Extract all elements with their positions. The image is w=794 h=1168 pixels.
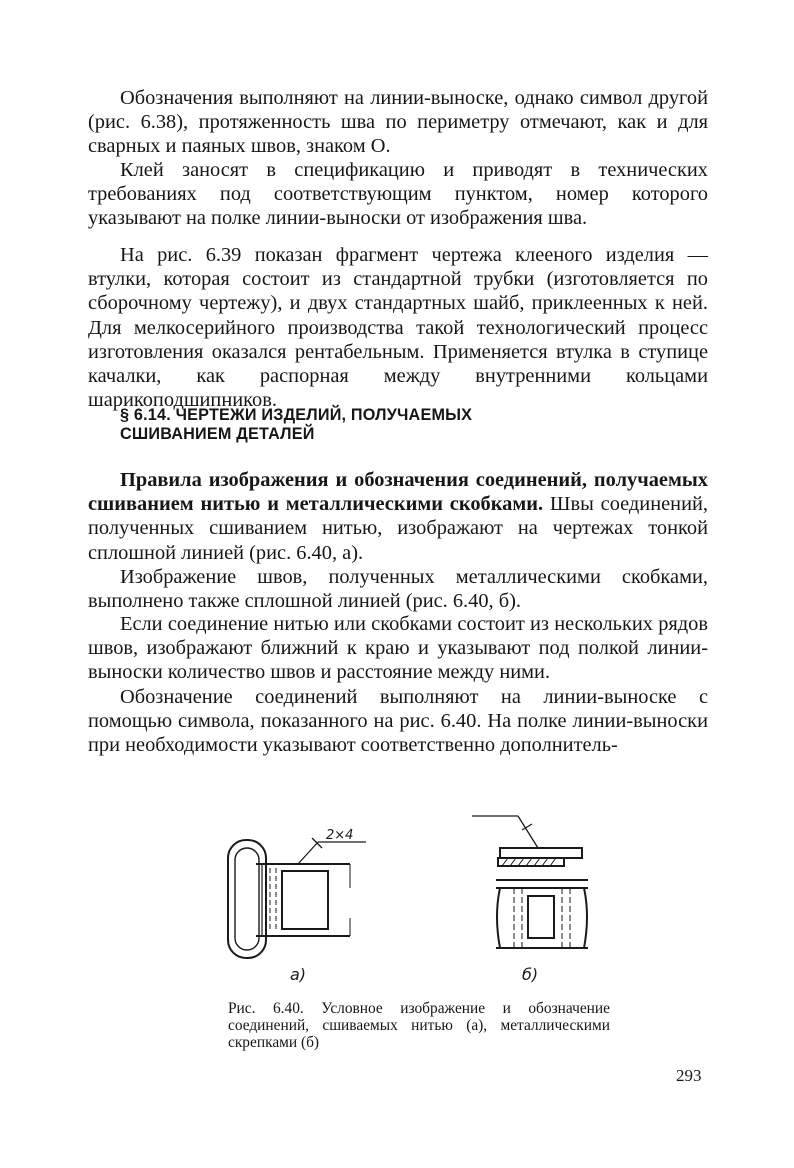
paragraph-designation: Обозначения выполняют на линии-выноске, однако символ другой (рис. 6.38), протяженность шва по периметру отмечают, как и для сварных и паяных швов, знаком О. xyxy=(88,87,708,158)
section-heading xyxy=(120,406,600,444)
page-number: 293 xyxy=(676,1066,702,1085)
paragraph-multiple-rows: Если соединение нитью или скобками состоит из нескольких рядов швов, изображают ближний к краю и указывают под полкой линии-выноски количество швов и расстояние между ними. xyxy=(88,613,708,684)
paragraph-symbol: Обозначение соединений выполняют на линии-выноске с помощью символа, показанного на рис. 6.40. На полке линии-выноски при необходимости указывают соответственно дополнитель- xyxy=(88,686,708,757)
label-a: а) xyxy=(290,965,307,984)
section-heading-line2: СШИВАНИЕМ ДЕТАЛЕЙ xyxy=(120,425,315,443)
staple-plate-top xyxy=(500,848,582,858)
annotation-a: 2×4 xyxy=(326,828,354,843)
stapled-window xyxy=(528,896,554,938)
stitched-loop-inner xyxy=(235,848,259,950)
break-left xyxy=(497,888,500,948)
paragraph-glue: Клей заносят в спецификацию и приводят в технических требованиях под соответствующим пунктом, номер которого указывают на полке линии-выноски от изображения шва. xyxy=(88,159,708,230)
rule-heading-inline: Правила изображения и обозначения соединений, получаемых сшиванием нитью и металлическими скобками. xyxy=(88,469,708,516)
stitched-loop-outer xyxy=(228,840,266,958)
paragraph-stitching-rules xyxy=(88,468,708,565)
leader-a xyxy=(298,842,318,864)
rule-text: Швы соединений, полученных сшиванием нитью, изображают на чертежах тонкой сплошной линией (рис. 6.40, а). xyxy=(88,493,709,564)
label-b: б) xyxy=(522,965,539,984)
stitched-window xyxy=(282,871,328,929)
figure-caption: Рис. 6.40. Условное изображение и обозначение соединений, сшиваемых нитью (а), металлическими скрепками (б) xyxy=(228,1000,610,1051)
paragraph-fig-6-39: На рис. 6.39 показан фрагмент чертежа клееного изделия — втулки, которая состоит из стандартной трубки (изготовляется по сборочному чертежу), и двух стандартных шайб, приклеенных к ней. Для мелкосерийного производства такой технологический процесс изготовления оказался рентабельным. Применяется втулка в ступице качалки, как распорная между внутренними кольцами шарикоподшипников. xyxy=(88,244,708,412)
figure-drawing xyxy=(200,808,630,988)
figure-6-40 xyxy=(200,808,630,988)
paragraph-staples: Изображение швов, полученных металлическими скобками, выполнено также сплошной линией (рис. 6.40, б). xyxy=(88,566,708,613)
section-heading-line1: § 6.14. ЧЕРТЕЖИ ИЗДЕЛИЙ, ПОЛУЧАЕМЫХ xyxy=(120,406,473,424)
break-right xyxy=(584,888,587,948)
